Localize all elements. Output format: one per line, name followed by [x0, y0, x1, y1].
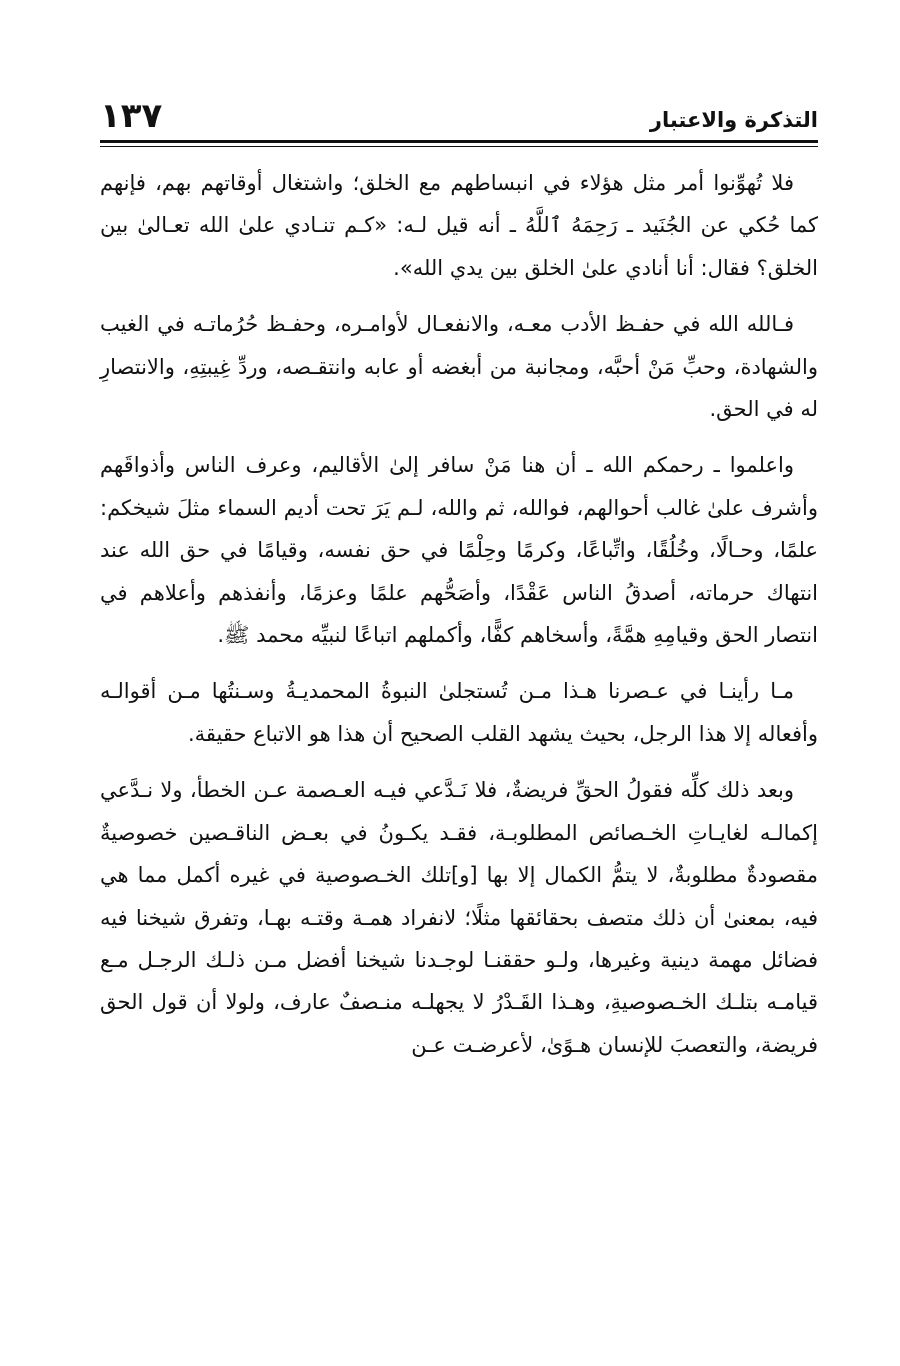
header-rule-thin	[100, 146, 818, 147]
paragraph: واعلموا ـ رحمكم الله ـ أن هنا مَنْ سافر إلىٰ الأقاليم، وعرف الناس وأذواقَهم وأشرف علىٰ غالب أحوالهم، فوالله، ثم والله، لـم يَرَ تحت أديم السماء مثلَ شيخكم: علمًا، وحـالًا، وخُلُقًا، واتِّباعًا، وكرمًا وحِلْمًا في حق نفسه، وقيامًا في حق الله عند انتهاك حرماته، أصدقُ الناس عَقْدًا، وأصَحُّهم علمًا وعزمًا، وأنفذهم وأعلاهم في انتصار الحق وقيامِهِ همَّةً، وأسخاهم كفًّا، وأكملهم اتباعًا لنبيِّه محمد ﷺ.	[100, 453, 818, 648]
paragraph: فلا تُهوِّنوا أمر مثل هؤلاء في انبساطهم مع الخلق؛ واشتغال أوقاتهم بهم، فإنهم كما حُكي عن الجُنَيد ـ رَحِمَهُ ٱللَّهُ ـ أنه قيل لـه: «كـم تنـادي علىٰ الله تعـالىٰ بين الخلق؟ فقال: أنا أنادي علىٰ الخلق بين يدي الله».	[100, 171, 818, 280]
paragraph: مـا رأينـا في عـصرنا هـذا مـن تُستجلىٰ النبوةُ المحمديـةُ وسـنتُها مـن أقوالـه وأفعاله إلا هذا الرجل، بحيث يشهد القلب الصحيح أن هذا هو الاتباع حقيقة.	[100, 679, 818, 746]
body-text	[100, 162, 818, 1080]
header-rule-thick	[100, 140, 818, 143]
paragraph: وبعد ذلك كلِّه فقولُ الحقِّ فريضةٌ، فلا نَـدَّعي فيـه العـصمة عـن الخطأ، ولا نـدَّعي إكمالـه لغايـاتِ الخـصائص المطلوبـة، فقـد يكـونُ في بعـض الناقـصين خصوصيةٌ مقصودةٌ مطلوبةٌ، لا يتمُّ الكمال إلا بها [و]تلك الخـصوصية في غيره أكمل مما هي فيه، بمعنىٰ أن ذلك متصف بحقائقها مثلًا؛ لانفراد همـة وقتـه بهـا، وتفرق شيخنا فيه فضائل مهمة دينية وغيرها، ولـو حققنـا لوجـدنا شيخنا أفضل مـن ذلـك الرجـل مـع قيامـه بتلـك الخـصوصيةِ، وهـذا القَـدْرُ لا يجهلـه منـصفٌ عارف، ولولا أن قول الحق فريضة، والتعصبَ للإنسان هـوًىٰ، لأعرضـت عـن	[100, 778, 818, 1057]
page-number: ١٣٧	[100, 96, 163, 136]
paragraph: فـالله الله في حفـظ الأدب معـه، والانفعـال لأوامـره، وحفـظ حُرُماتـه في الغيب والشهادة، وحبِّ مَنْ أحبَّه، ومجانبة من أبغضه أو عابه وانتقـصه، وردِّ غِيبتِهِ، والانتصارِ له في الحق.	[100, 312, 818, 422]
running-title: التذكرة والاعتبار	[649, 108, 818, 132]
page-header	[100, 96, 818, 138]
book-page	[100, 96, 818, 1306]
